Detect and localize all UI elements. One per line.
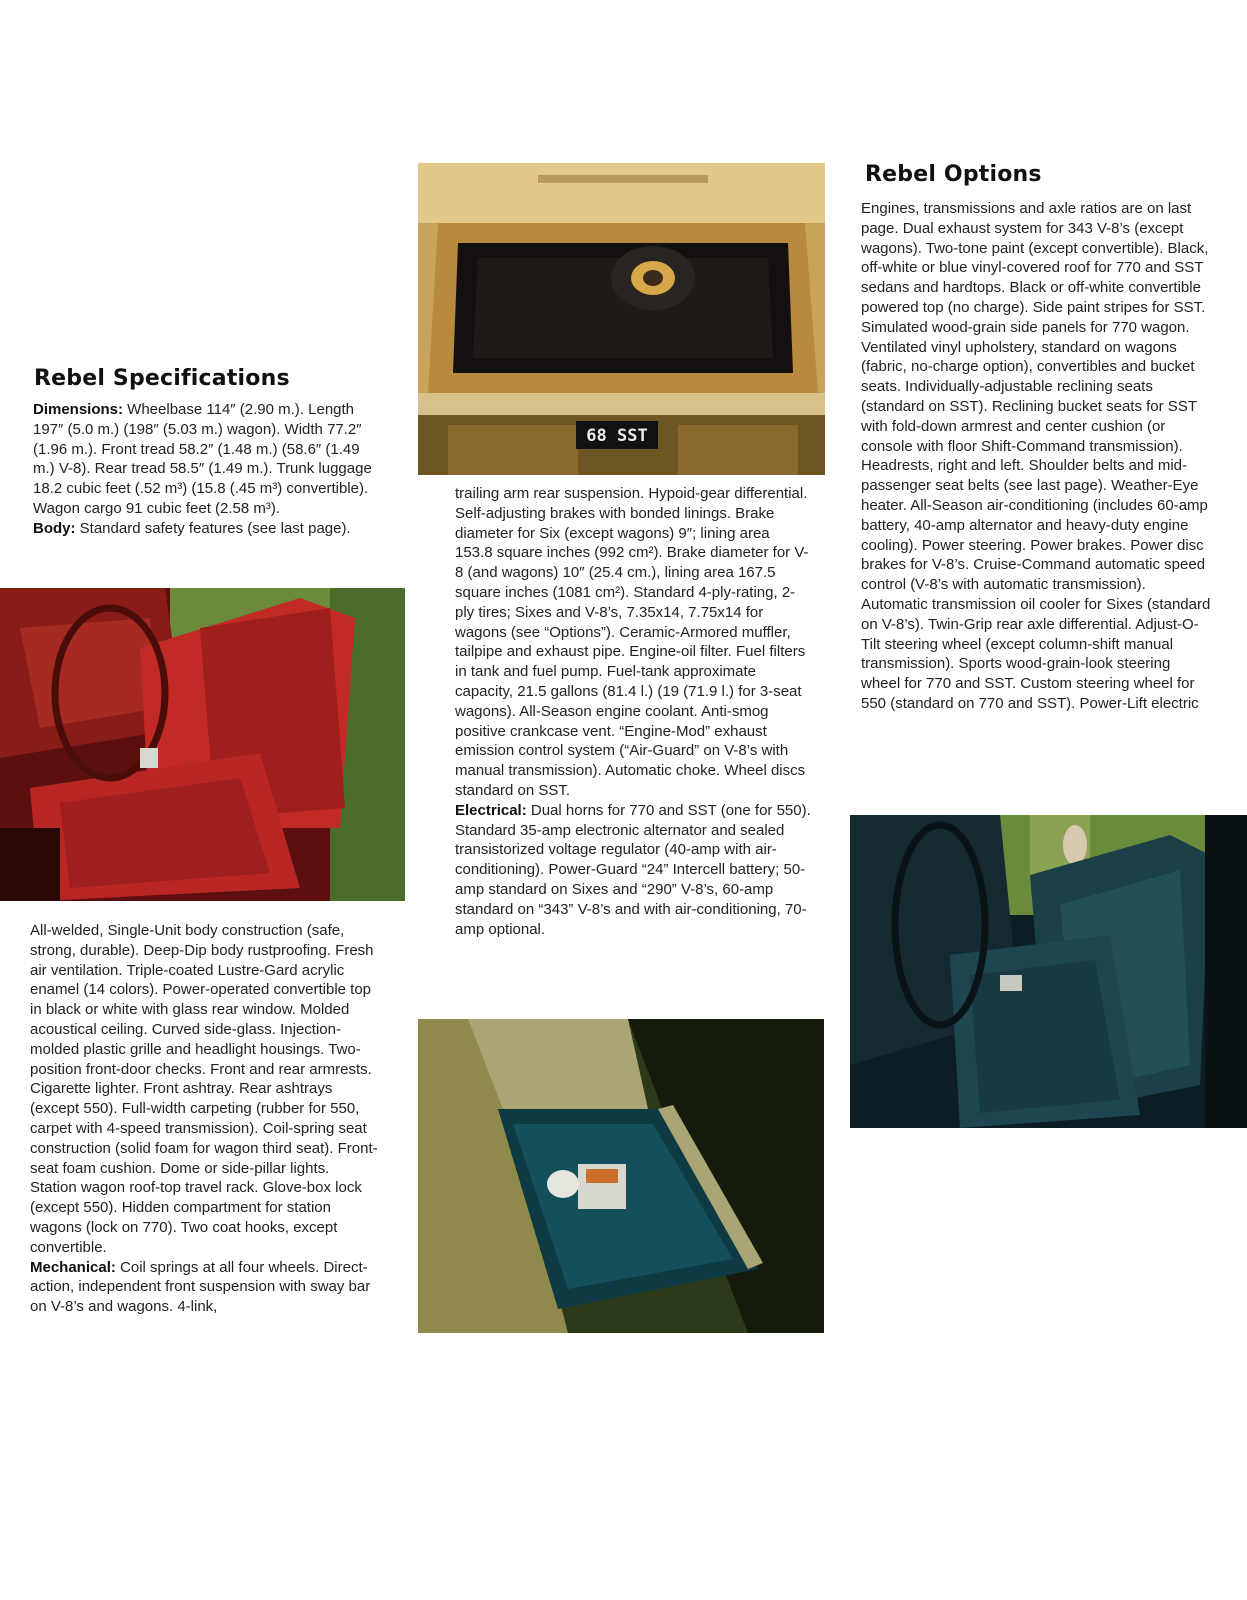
- body-intro: Standard safety features (see last page).: [75, 519, 351, 537]
- body-label: Body:: [33, 519, 76, 537]
- license-plate-text: 68 SST: [586, 426, 648, 446]
- red-interior-photo: [0, 588, 405, 901]
- mechanical-label: Mechanical:: [30, 1258, 116, 1276]
- options-text: Engines, transmissions and axle ratios are on last page. Dual exhaust system for 343 V-8’s (except wagons). Two-tone paint (except convertible). Black, off-white or blue vinyl-covered roof for 770 and SST sedans and hardtops. Black or off-white convertible powered top (no charge). Side paint stripes for SST. Simulated wood-grain side panels for 770 wagon. Ventilated vinyl upholstery, standard on wagons (fabric, no-charge option), convertibles and bucket seats. Individually-adjustable reclining seats (standard on SST). Reclining bucket seats for SST with fold-down armrest and center cushion (or console with floor Shift-Command transmission). Headrests, right and left. Shoulder belts and mid-passenger seat belts (see last page). Weather-Eye heater. All-Season air-conditioning (includes 60-amp battery, 40-amp alternator and heavy-duty engine cooling). Power steering. Power brakes. Power disc brakes for V-8’s. Cruise-Command automatic speed control (V-8’s with automatic transmission). Automatic transmission oil cooler for Sixes (standard on V-8’s). Twin-Grip rear axle differential. Adjust-O-Tilt steering wheel (except column-shift manual transmission). Sports wood-grain-look steering wheel for 770 and SST. Custom steering wheel for 550 (standard on 770 and SST). Power-Lift electric: [861, 200, 1211, 712]
- specifications-dimensions-text: [33, 400, 379, 539]
- mechanical-continued-text: [455, 484, 811, 939]
- mechanical-body: Coil springs at all four wheels. Direct-action, independent front suspension with sway bar on V-8’s and wagons. 4-link,: [30, 1258, 371, 1316]
- red-interior-image: [0, 588, 405, 901]
- options-heading: Rebel Options: [865, 162, 1042, 187]
- electrical-body: Dual horns for 770 and SST (one for 550). Standard 35-amp electronic alternator and sealed transistorized voltage regulator (40-amp with air-conditioning). Power-Guard “24” Intercell battery; 50-amp standard on Sixes and “290” V-8’s, 60-amp standard on “343” V-8’s and with air-conditioning, 70-amp optional.: [455, 801, 811, 938]
- trunk-photo: [418, 163, 825, 475]
- hidden-compartment-photo: [418, 1019, 824, 1333]
- dimensions-label: Dimensions:: [33, 401, 124, 418]
- hidden-compartment-image: [418, 1019, 824, 1333]
- body-continued-body: All-welded, Single-Unit body construction (safe, strong, durable). Deep-Dip body rustproofing. Fresh air ventilation. Triple-coated Lustre-Gard acrylic enamel (14 colors). Power-operated convertible top in black or white with glass rear window. Molded acoustical ceiling. Curved side-glass. Injection-molded plastic grille and headlight housings. Two-position front-door checks. Front and rear armrests. Cigarette lighter. Front ashtray. Rear ashtrays (except 550). Full-width carpeting (rubber for 550, carpet with 4-speed transmission). Coil-spring seat construction (solid foam for wagon third seat). Front-seat foam cushion. Dome or side-pillar lights. Station wagon roof-top travel rack. Glove-box lock (except 550). Hidden compartment for station wagons (lock on 770). Two coat hooks, except convertible.: [30, 922, 378, 1256]
- dimensions-body: Wheelbase 114″ (2.90 m.). Length 197″ (5.0 m.) (198″ (5.03 m.) wagon). Width 77.2″ (1.96 m.). Front tread 58.2″ (1.48 m.) (58.6″ (1.49 m.) V-8). Rear tread 58.5″ (1.49 m.). Trunk luggage 18.2 cubic feet (.52 m³) (15.8 (.45 m³) convertible). Wagon cargo 91 cubic feet (2.58 m³).: [33, 401, 372, 517]
- mechanical-continued-body: trailing arm rear suspension. Hypoid-gear differential. Self-adjusting brakes with bonded linings. Brake diameter for Six (except wagons) 9″; lining area 153.8 square inches (992 cm²). Brake diameter for V-8 (and wagons) 10″ (25.4 cm.), lining area 167.5 square inches (1081 cm²). Standard 4-ply-rating, 2-ply tires; Sixes and V-8’s, 7.35x14, 7.75x14 for wagons (see “Options”). Ceramic-Armored muffler, tailpipe and exhaust pipe. Engine-oil filter. Fuel filters in tank and fuel pump. Fuel-tank approximate capacity, 21.5 gallons (81.4 l.) (19 (71.9 l.) for 3-seat wagons). All-Season engine coolant. Anti-smog positive crankcase vent. “Engine-Mod” exhaust emission control system (“Air-Guard” on V-8’s with manual transmission). Automatic choke. Wheel discs standard on SST.: [455, 485, 809, 799]
- specifications-heading: Rebel Specifications: [34, 366, 290, 391]
- body-continued-text: [30, 921, 380, 1317]
- blue-interior-photo: [850, 815, 1247, 1128]
- trunk-image: [418, 163, 825, 475]
- blue-interior-image: [850, 815, 1247, 1128]
- electrical-label: Electrical:: [455, 801, 527, 819]
